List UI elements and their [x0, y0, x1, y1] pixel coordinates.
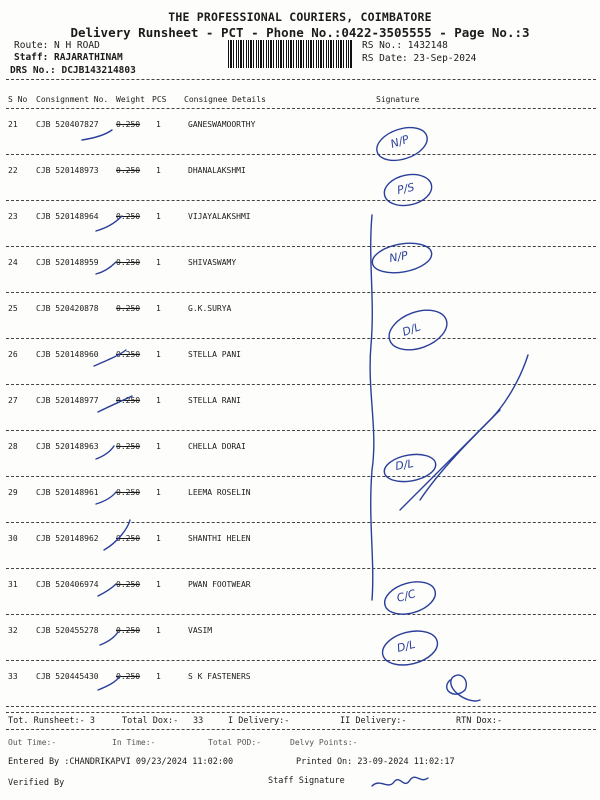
row-consignee: DHANALAKSHMI: [188, 166, 246, 175]
mark-np-24: N/P: [388, 248, 409, 265]
barcode: [228, 40, 352, 68]
route-label: Route: N H ROAD: [14, 40, 100, 51]
col-pcs: PCS: [152, 95, 167, 104]
row-weight: 0.250: [116, 488, 141, 497]
divider: [6, 712, 596, 713]
row-sno: 22: [8, 166, 18, 175]
row-consignee: VASIM: [188, 626, 213, 635]
row-weight: 0.250: [116, 258, 141, 267]
row-consignment: CJB 520420878: [36, 304, 99, 313]
row-consignee: PWAN FOOTWEAR: [188, 580, 251, 589]
row-pcs: 1: [156, 396, 161, 405]
row-consignee: STELLA PANI: [188, 350, 241, 359]
out-time: Out Time:-: [8, 738, 57, 747]
row-divider: [6, 568, 596, 569]
row-consignment: CJB 520407827: [36, 120, 99, 129]
col-consignment: Consignment No.: [36, 95, 109, 104]
row-consignment: CJB 520148959: [36, 258, 99, 267]
rtn-dox: RTN Dox:-: [456, 716, 503, 726]
row-divider: [6, 292, 596, 293]
row-divider: [6, 154, 596, 155]
row-consignee: GANESWAMOORTHY: [188, 120, 256, 129]
tot-runsheet: Tot. Runsheet:- 3: [8, 716, 95, 726]
row-divider: [6, 522, 596, 523]
row-consignment: CJB 520148977: [36, 396, 99, 405]
row-sno: 24: [8, 258, 18, 267]
printed-on: Printed On: 23-09-2024 11:02:17: [296, 757, 455, 767]
row-weight: 0.250: [116, 396, 141, 405]
rs-number: RS No.: 1432148: [362, 40, 448, 51]
mark-dl-32: D/L: [395, 637, 417, 655]
col-weight: Weight: [116, 95, 145, 104]
row-sno: 30: [8, 534, 18, 543]
row-consignment: CJB 520148960: [36, 350, 99, 359]
row-pcs: 1: [156, 626, 161, 635]
row-consignee: S K FASTENERS: [188, 672, 251, 681]
row-weight: 0.250: [116, 442, 141, 451]
row-consignee: SHIVASWAMY: [188, 258, 237, 267]
row-divider: [6, 430, 596, 431]
row-sno: 31: [8, 580, 18, 589]
row-consignee: SHANTHI HELEN: [188, 534, 251, 543]
verified-by: Verified By: [8, 778, 65, 788]
row-pcs: 1: [156, 258, 161, 267]
row-sno: 25: [8, 304, 18, 313]
total-dox-value: 33: [193, 716, 204, 726]
divider: [6, 729, 596, 730]
row-divider: [6, 614, 596, 615]
row-pcs: 1: [156, 534, 161, 543]
entered-by: Entered By :CHANDRIKAPVI 09/23/2024 11:02:00: [8, 757, 234, 767]
delvy-points: Delvy Points:-: [290, 738, 358, 747]
col-signature: Signature: [376, 95, 420, 104]
row-pcs: 1: [156, 488, 161, 497]
row-consignee: STELLA RANI: [188, 396, 241, 405]
row-divider: [6, 476, 596, 477]
row-weight: 0.250: [116, 350, 141, 359]
row-weight: 0.250: [116, 212, 141, 221]
row-consignee: LEEMA ROSELIN: [188, 488, 251, 497]
drs-number: DRS No.: DCJB143214803: [10, 65, 136, 76]
row-consignment: CJB 520148961: [36, 488, 99, 497]
row-sno: 27: [8, 396, 18, 405]
row-sno: 28: [8, 442, 18, 451]
mark-dl-25: D/L: [400, 320, 423, 339]
row-divider: [6, 706, 596, 707]
row-weight: 0.250: [116, 580, 141, 589]
row-weight: 0.250: [116, 304, 141, 313]
row-sno: 29: [8, 488, 18, 497]
row-pcs: 1: [156, 350, 161, 359]
row-divider: [6, 660, 596, 661]
runsheet-subtitle: Delivery Runsheet - PCT - Phone No.:0422-3505555 - Page No.:3: [70, 25, 530, 40]
row-consignee: VIJAYALAKSHMI: [188, 212, 251, 221]
staff-label: Staff: RAJARATHINAM: [14, 52, 123, 63]
row-pcs: 1: [156, 166, 161, 175]
rs-date: RS Date: 23-Sep-2024: [362, 53, 477, 64]
row-pcs: 1: [156, 442, 161, 451]
row-weight: 0.250: [116, 166, 141, 175]
mark-dl-28: D/L: [394, 456, 415, 473]
row-divider: [6, 384, 596, 385]
row-consignment: CJB 520148963: [36, 442, 99, 451]
col-sno: S No: [8, 95, 28, 104]
row-pcs: 1: [156, 212, 161, 221]
total-pod: Total POD:-: [208, 738, 261, 747]
row-consignee: CHELLA DORAI: [188, 442, 246, 451]
row-pcs: 1: [156, 672, 161, 681]
mark-np-21: N/P: [388, 132, 411, 151]
divider: [6, 79, 596, 80]
row-divider: [6, 338, 596, 339]
row-weight: 0.250: [116, 672, 141, 681]
col-consignee: Consignee Details: [184, 95, 266, 104]
row-sno: 26: [8, 350, 18, 359]
divider: [6, 108, 596, 109]
row-weight: 0.250: [116, 534, 141, 543]
ii-delivery: II Delivery:-: [340, 716, 407, 726]
mark-ps-22: P/S: [395, 180, 416, 197]
mark-cc-31: C/C: [395, 587, 418, 605]
row-consignment: CJB 520148973: [36, 166, 99, 175]
in-time: In Time:-: [112, 738, 156, 747]
company-title: THE PROFESSIONAL COURIERS, COIMBATORE: [168, 10, 432, 24]
row-consignment: CJB 520148964: [36, 212, 99, 221]
row-consignment: CJB 520406974: [36, 580, 99, 589]
row-pcs: 1: [156, 120, 161, 129]
row-sno: 21: [8, 120, 18, 129]
row-pcs: 1: [156, 580, 161, 589]
row-consignee: G.K.SURYA: [188, 304, 232, 313]
row-consignment: CJB 520455278: [36, 626, 99, 635]
row-consignment: CJB 520445430: [36, 672, 99, 681]
row-divider: [6, 200, 596, 201]
row-consignment: CJB 520148962: [36, 534, 99, 543]
row-divider: [6, 246, 596, 247]
row-pcs: 1: [156, 304, 161, 313]
row-sno: 23: [8, 212, 18, 221]
staff-signature-label: Staff Signature: [268, 776, 345, 786]
row-sno: 32: [8, 626, 18, 635]
row-weight: 0.250: [116, 626, 141, 635]
row-weight: 0.250: [116, 120, 141, 129]
i-delivery: I Delivery:-: [228, 716, 290, 726]
row-sno: 33: [8, 672, 18, 681]
total-dox-label: Total Dox:-: [122, 716, 179, 726]
